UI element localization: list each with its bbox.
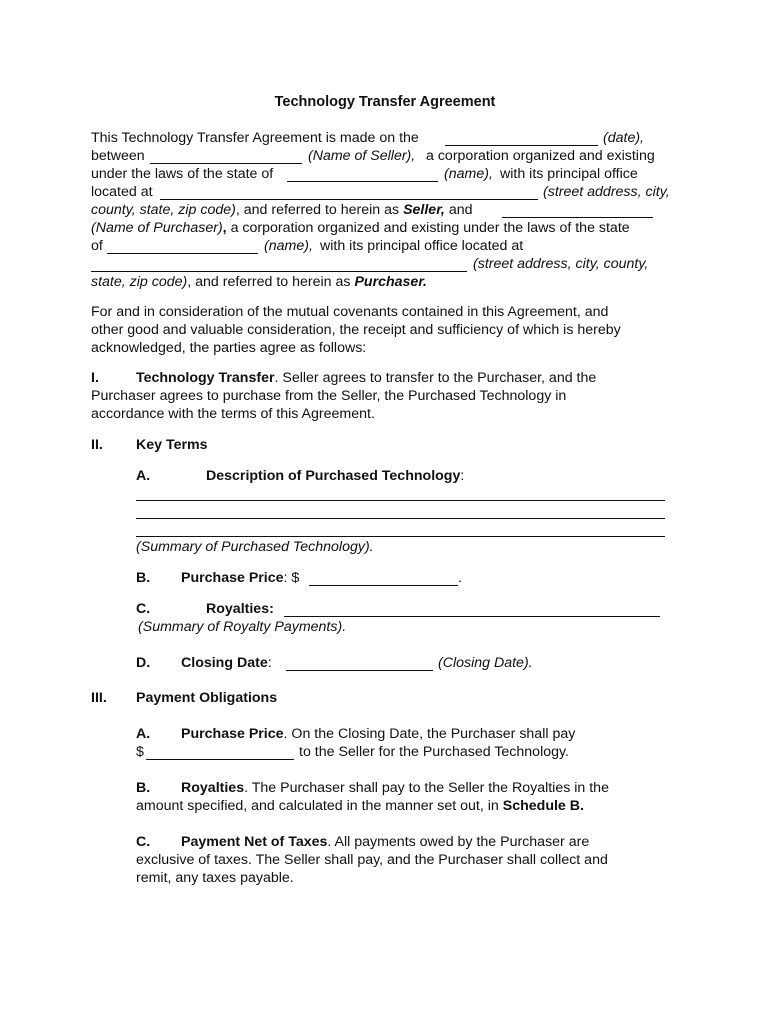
section-1-heading: Technology Transfer: [136, 370, 275, 386]
purchaser-state-hint: (name),: [264, 238, 313, 254]
intro-and: and: [448, 202, 473, 218]
closing-date-blank[interactable]: [286, 670, 433, 671]
intro-line-5: [91, 202, 473, 219]
section-3a-line-1: [181, 726, 575, 743]
section-1-text: . Seller agrees to transfer to the Purchaser, and the: [274, 370, 597, 386]
payment-taxes-heading: Payment Net of Taxes: [181, 834, 328, 850]
intro-line-3-end: with its principal office: [500, 166, 638, 182]
closing-date-heading: Closing Date: [181, 655, 268, 671]
section-3c-line-1: [181, 834, 589, 851]
intro-line-7: of: [91, 238, 103, 254]
dollar-prefix: : $: [283, 570, 300, 586]
section-3a-line-2: to the Seller for the Purchased Technology.: [299, 744, 569, 760]
section-3a-number: A.: [136, 726, 151, 742]
section-3b-line-1: [181, 780, 609, 797]
royalties-summary-hint: (Summary of Royalty Payments).: [138, 619, 347, 635]
purchaser-address-hint: (street address, city, county,: [473, 256, 649, 272]
payment-purchase-price-heading: Purchase Price: [181, 726, 284, 742]
intro-comma: ,: [222, 220, 227, 236]
section-3c-number: C.: [136, 834, 151, 850]
section-3b-number: B.: [136, 780, 151, 796]
seller-address-blank[interactable]: [160, 199, 538, 200]
royalties-heading: Royalties:: [206, 601, 274, 617]
section-2-number: II.: [91, 437, 103, 453]
intro-line-7-end: with its principal office located at: [320, 238, 524, 254]
purchaser-address-blank[interactable]: [91, 271, 467, 272]
intro-text: , and referred to herein as: [187, 274, 351, 290]
section-2c-number: C.: [136, 601, 151, 617]
section-2a-number: A.: [136, 468, 151, 484]
purchase-price-blank[interactable]: [309, 585, 458, 586]
seller-state-blank[interactable]: [287, 181, 438, 182]
intro-line-3: under the laws of the state of: [91, 166, 274, 182]
seller-term: Seller,: [403, 202, 445, 218]
section-1-number: I.: [91, 370, 99, 386]
dollar-sign: $: [136, 744, 144, 760]
consideration-line-2: other good and valuable consideration, the receipt and sufficiency of which is hereby: [91, 322, 621, 338]
section-2d-number: D.: [136, 655, 151, 671]
intro-line-6: [91, 220, 630, 237]
seller-name-hint: (Name of Seller),: [308, 148, 416, 164]
intro-text: , and referred to herein as: [235, 202, 400, 218]
purchaser-state-blank[interactable]: [107, 253, 258, 254]
colon: :: [460, 468, 465, 484]
section-3c-text: . All payments owed by the Purchaser are: [327, 834, 590, 850]
seller-name-blank[interactable]: [150, 163, 302, 164]
section-3b-text: amount specified, and calculated in the manner set out, in: [136, 798, 499, 814]
intro-line-1: This Technology Transfer Agreement is made on the: [91, 130, 419, 146]
schedule-b-reference: Schedule B.: [502, 798, 584, 814]
description-summary-hint: (Summary of Purchased Technology).: [136, 539, 374, 555]
purchase-price-period: .: [458, 570, 462, 586]
document-title: Technology Transfer Agreement: [274, 94, 496, 110]
section-3-heading: Payment Obligations: [136, 690, 278, 706]
section-2b-number: B.: [136, 570, 151, 586]
section-3b-line-2: [136, 798, 584, 815]
between-label: between: [91, 148, 145, 164]
section-1-line-3: accordance with the terms of this Agreement.: [91, 406, 375, 422]
purchaser-term: Purchaser.: [354, 274, 427, 290]
section-2d-title: [181, 655, 272, 672]
intro-line-2-end: a corporation organized and existing: [426, 148, 655, 164]
description-blank-2[interactable]: [136, 518, 665, 519]
colon: :: [267, 655, 272, 671]
section-2b-title: [181, 570, 299, 587]
consideration-line-3: acknowledged, the parties agree as follows:: [91, 340, 367, 356]
description-blank-3[interactable]: [136, 536, 665, 537]
seller-address-hint-cont: county, state, zip code): [91, 202, 236, 218]
payment-amount-blank[interactable]: [146, 759, 294, 760]
section-3-number: III.: [91, 690, 107, 706]
seller-address-hint: (street address, city,: [543, 184, 670, 200]
payment-royalties-heading: Royalties: [181, 780, 245, 796]
royalties-blank[interactable]: [284, 616, 660, 617]
closing-date-hint: (Closing Date).: [438, 655, 533, 671]
intro-line-4: located at: [91, 184, 153, 200]
description-blank-1[interactable]: [136, 500, 665, 501]
consideration-line-1: For and in consideration of the mutual covenants contained in this Agreement, and: [91, 304, 609, 320]
section-2a-title: [206, 468, 464, 485]
purchaser-address-hint-cont: state, zip code): [91, 274, 188, 290]
purchaser-name-blank[interactable]: [502, 217, 653, 218]
section-3c-line-2: exclusive of taxes. The Seller shall pay, and the Purchaser shall collect and: [136, 852, 608, 868]
section-3c-line-3: remit, any taxes payable.: [136, 870, 294, 886]
section-1-line-2: Purchaser agrees to purchase from the Seller, the Purchased Technology in: [91, 388, 567, 404]
date-hint: (date),: [603, 130, 645, 146]
seller-state-hint: (name),: [444, 166, 493, 182]
purchaser-name-hint: (Name of Purchaser): [91, 220, 223, 236]
section-3a-text: . On the Closing Date, the Purchaser shall pay: [283, 726, 576, 742]
date-blank[interactable]: [445, 145, 598, 146]
intro-line-9: [91, 274, 427, 291]
intro-text: a corporation organized and existing under the laws of the state: [230, 220, 630, 236]
purchase-price-heading: Purchase Price: [181, 570, 284, 586]
section-3b-text: . The Purchaser shall pay to the Seller the Royalties in the: [244, 780, 609, 796]
description-heading: Description of Purchased Technology: [206, 468, 461, 484]
section-2-heading: Key Terms: [136, 437, 208, 453]
section-1-line-1: [136, 370, 596, 387]
